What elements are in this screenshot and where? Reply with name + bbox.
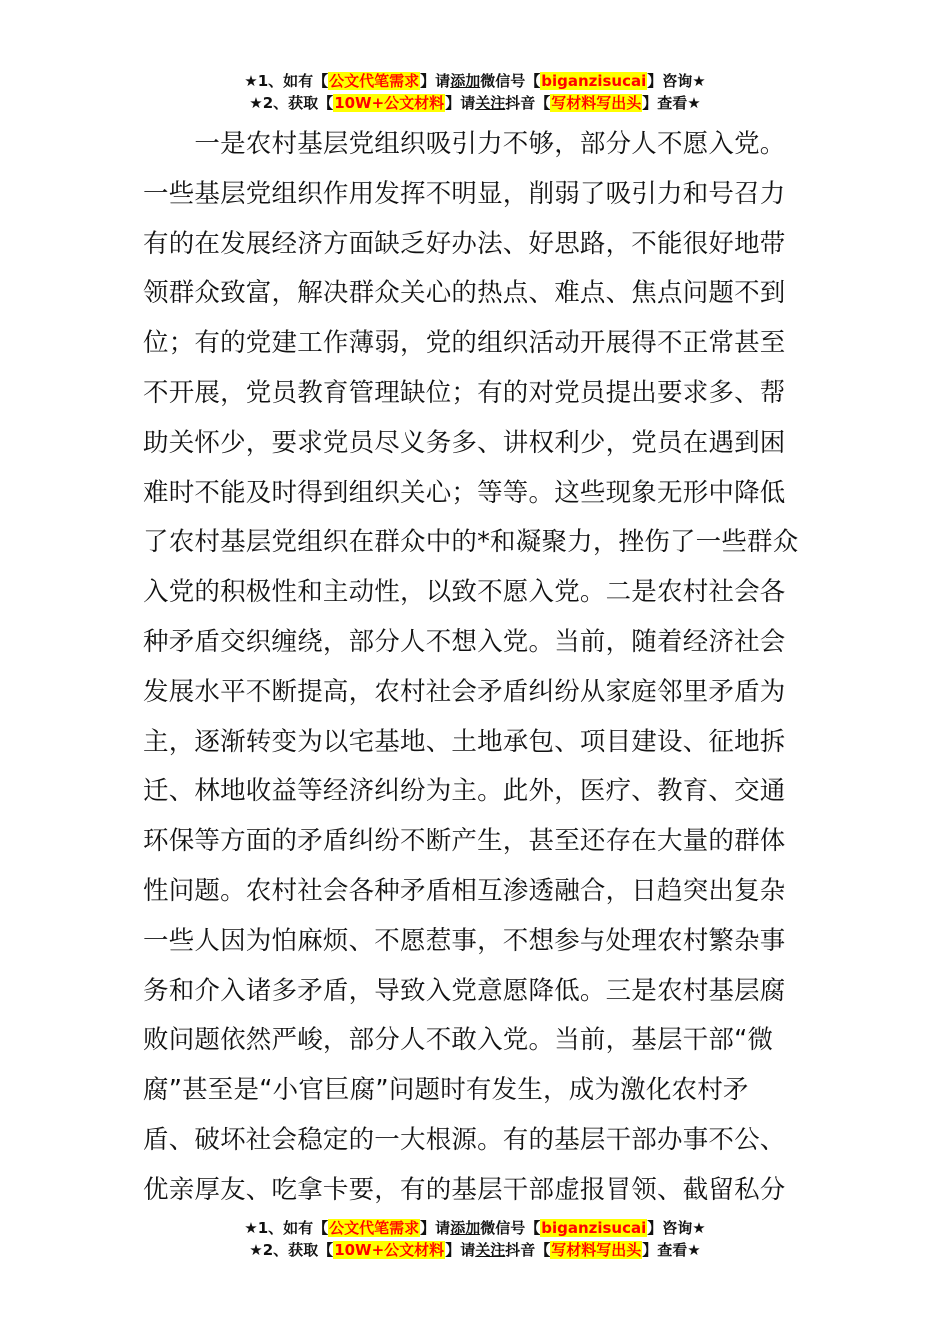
banner-text: 】咨询★ <box>647 72 706 90</box>
banner-text: ★2、获取【 <box>249 1241 334 1259</box>
body-line: 难时不能及时得到组织关心；等等。这些现象无形中降低 <box>143 477 786 508</box>
banner-text: ★2、获取【 <box>249 94 334 112</box>
body-line: 有的在发展经济方面缺乏好办法、好思路，不能很好地带 <box>143 228 786 259</box>
body-line: 位；有的党建工作薄弱，党的组织活动开展得不正常甚至 <box>143 328 786 359</box>
highlight-service: 公文代笔需求 <box>329 72 420 90</box>
body-line: 助关怀少，要求党员尽义务多、讲权利少，党员在遇到困 <box>143 427 786 458</box>
banner-emphasis: 关注 <box>475 1241 506 1259</box>
body-line: 优亲厚友、吃拿卡要，有的基层干部虚报冒领、截留私分 <box>143 1174 786 1205</box>
banner-line-2 <box>0 1239 950 1261</box>
body-line: 一是农村基层党组织吸引力不够，部分人不愿入党。 <box>143 129 786 159</box>
banner-text: 微信号【 <box>480 72 541 90</box>
banner-text: 】查看★ <box>642 1241 701 1259</box>
body-line: 一些人因为怕麻烦、不愿惹事，不想参与处理农村繁杂事 <box>143 925 786 956</box>
footer-banner <box>0 1217 950 1261</box>
document-body <box>143 120 807 1216</box>
banner-text: 抖音【 <box>505 1241 551 1259</box>
banner-emphasis: 添加 <box>450 1219 481 1237</box>
highlight-materials: 10W+公文材料 <box>334 94 445 112</box>
body-line: 盾、破坏社会稳定的一大根源。有的基层干部办事不公、 <box>143 1124 786 1155</box>
highlight-douyin: 写材料写出头 <box>551 1241 642 1259</box>
highlight-wechat-id: biganzisucai <box>541 72 647 90</box>
body-line: 败问题依然严峻，部分人不敢入党。当前，基层干部“微 <box>143 1025 774 1056</box>
body-line: 迁、林地收益等经济纠纷为主。此外，医疗、教育、交通 <box>143 776 786 807</box>
body-line: 一些基层党组织作用发挥不明显，削弱了吸引力和号召力 <box>143 178 786 209</box>
highlight-materials: 10W+公文材料 <box>334 1241 445 1259</box>
banner-emphasis: 关注 <box>475 94 506 112</box>
banner-text: 】查看★ <box>642 94 701 112</box>
banner-line-2 <box>0 92 950 114</box>
banner-text: ★1、如有【 <box>244 72 329 90</box>
body-line: 了农村基层党组织在群众中的*和凝聚力，挫伤了一些群众 <box>143 527 799 558</box>
body-line: 种矛盾交织缠绕，部分人不想入党。当前，随着经济社会 <box>143 626 786 657</box>
body-line: 领群众致富，解决群众关心的热点、难点、焦点问题不到 <box>143 278 786 309</box>
highlight-douyin: 写材料写出头 <box>551 94 642 112</box>
banner-emphasis: 添加 <box>450 72 481 90</box>
body-line: 务和介入诸多矛盾，导致入党意愿降低。三是农村基层腐 <box>143 975 786 1006</box>
banner-text: 】请 <box>445 94 476 112</box>
banner-text: ★1、如有【 <box>244 1219 329 1237</box>
banner-text: 微信号【 <box>480 1219 541 1237</box>
body-line: 发展水平不断提高，农村社会矛盾纠纷从家庭邻里矛盾为 <box>143 676 786 707</box>
banner-text: 】请 <box>420 72 451 90</box>
banner-line-1 <box>0 1217 950 1239</box>
banner-line-1 <box>0 70 950 92</box>
banner-text: 】咨询★ <box>647 1219 706 1237</box>
body-line: 不开展，党员教育管理缺位；有的对党员提出要求多、帮 <box>143 377 786 408</box>
header-banner <box>0 70 950 114</box>
highlight-wechat-id: biganzisucai <box>541 1219 647 1237</box>
highlight-service: 公文代笔需求 <box>329 1219 420 1237</box>
body-line: 环保等方面的矛盾纠纷不断产生，甚至还存在大量的群体 <box>143 826 786 857</box>
banner-text: 抖音【 <box>505 94 551 112</box>
body-line: 主，逐渐转变为以宅基地、土地承包、项目建设、征地拆 <box>143 726 786 757</box>
body-line: 腐”甚至是“小官巨腐”问题时有发生，成为激化农村矛 <box>143 1075 749 1106</box>
banner-text: 】请 <box>420 1219 451 1237</box>
body-line: 性问题。农村社会各种矛盾相互渗透融合，日趋突出复杂 <box>143 875 786 906</box>
banner-text: 】请 <box>445 1241 476 1259</box>
body-line: 入党的积极性和主动性，以致不愿入党。二是农村社会各 <box>143 577 786 608</box>
